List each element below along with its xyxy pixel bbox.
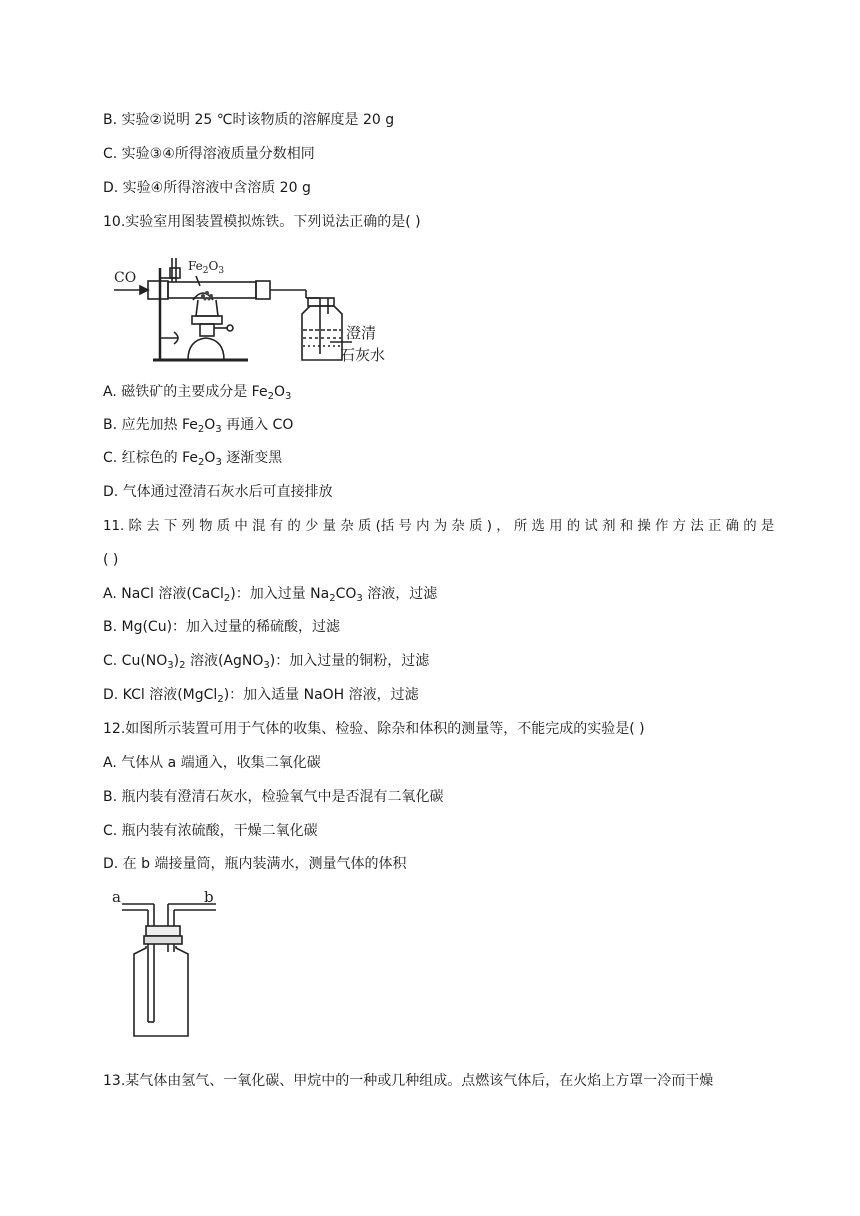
question-12: 12.如图所示装置可用于气体的收集、检验、除杂和体积的测量等，不能完成的实验是( )	[103, 721, 645, 737]
limewater-label-line2: 石灰水	[340, 346, 386, 364]
fe2o3-label: $Fe_2O_3$	[188, 259, 225, 276]
option-q10-a: A. 磁铁矿的主要成分是 $Fe_2O_3$	[103, 384, 292, 402]
option-q12-a: A. 气体从 a 端通入，收集二氧化碳	[103, 755, 321, 771]
option-q10-c: C. 红棕色的 $Fe_2O_3$ 逐渐变黑	[103, 450, 283, 468]
option-q9-c: C. 实验③④所得溶液质量分数相同	[103, 146, 315, 162]
option-q12-d: D. 在 b 端接量筒，瓶内装满水，测量气体的体积	[103, 856, 407, 872]
question-11: 11. 除 去 下 列 物 质 中 混 有 的 少 量 杂 质 (括 号 内 为 杂 质 ) ， 所 选 用 的 试 剂 和 操 作 方 法 正 确 的 是	[103, 519, 775, 534]
question-11-paren: ( )	[103, 552, 119, 568]
question-10: 10.实验室用图装置模拟炼铁。下列说法正确的是( )	[103, 214, 421, 230]
option-q12-b: B. 瓶内装有澄清石灰水，检验氧气中是否混有二氧化碳	[103, 789, 444, 805]
label-a: a	[112, 890, 121, 906]
iron-smelting-apparatus-figure	[108, 238, 398, 370]
option-q11-d: D. KCl 溶液(MgCl$_2$)：加入适量 NaOH 溶液，过滤	[103, 687, 419, 705]
option-q11-a: A. NaCl 溶液(CaCl$_2$)：加入过量 $Na_2CO_3$ 溶液，过滤	[103, 586, 438, 604]
option-q9-d: D. 实验④所得溶液中含溶质 20 g	[103, 180, 311, 196]
option-q10-d: D. 气体通过澄清石灰水后可直接排放	[103, 484, 333, 500]
option-q11-c: C. $Cu(NO_3)_2$ 溶液(AgNO$_3$)：加入过量的铜粉，过滤	[103, 653, 430, 671]
option-q9-b: B. 实验②说明 25 ℃时该物质的溶解度是 20 g	[103, 112, 395, 128]
option-q11-b: B. Mg(Cu)：加入过量的稀硫酸，过滤	[103, 619, 341, 635]
option-q10-b: B. 应先加热 $Fe_2O_3$ 再通入 CO	[103, 417, 294, 435]
question-13: 13.某气体由氢气、一氧化碳、甲烷中的一种或几种组成。点燃该气体后，在火焰上方罩一冷而干燥	[103, 1073, 714, 1089]
limewater-label-line1: 澄清	[346, 324, 377, 342]
gas-bottle-figure	[108, 890, 228, 1040]
option-q12-c: C. 瓶内装有浓硫酸，干燥二氧化碳	[103, 823, 318, 839]
co-label: CO	[114, 270, 137, 286]
label-b: b	[204, 890, 214, 906]
